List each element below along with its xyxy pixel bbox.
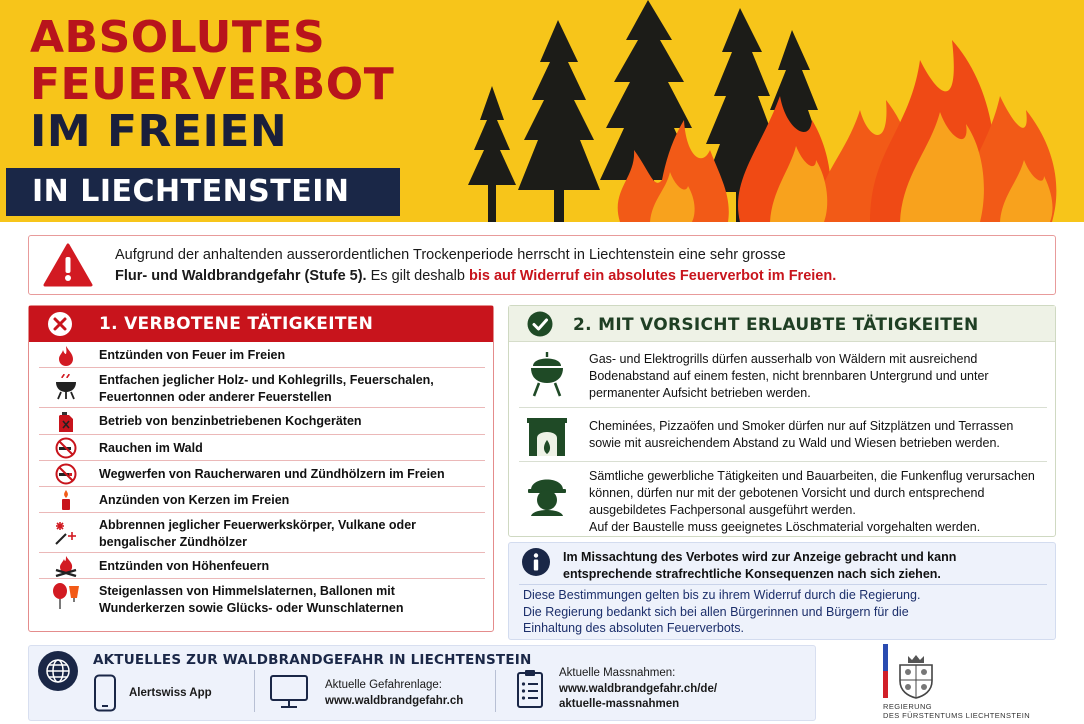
check-circle-icon — [527, 311, 553, 337]
fuel-canister-icon — [51, 410, 81, 434]
item-text: Wegwerfen von Raucherwaren und Zündhölzern im Freien — [99, 467, 445, 481]
measures-link[interactable]: www.waldbrandgefahr.ch/de/ aktuelle-massnahmen — [559, 683, 718, 710]
item-text — [589, 468, 1037, 536]
hazard-map-caption: Aktuelle Gefahrenlage: — [325, 679, 442, 691]
footer-links — [28, 645, 816, 721]
monitor-icon — [269, 674, 309, 710]
bonfire-icon — [51, 554, 81, 578]
allowed-header — [509, 306, 1055, 342]
info-line-2: Die Regierung bedankt sich bei allen Bürgerinnen und Bürgern für die — [523, 604, 909, 619]
list-item — [519, 462, 1047, 536]
gas-grill-icon — [525, 350, 569, 398]
forbidden-heading: 1. VERBOTENE TÄTIGKEITEN — [99, 314, 374, 334]
globe-icon — [37, 650, 79, 692]
fireworks-icon — [51, 520, 81, 544]
info-text — [523, 587, 1043, 637]
item-text: Entfachen jeglicher Holz- und Kohlegrills, Feuerschalen, Feuertonnen oder anderer Feuerstellen — [99, 373, 434, 404]
allowed-panel — [508, 305, 1056, 537]
flag-stripe-blue — [883, 644, 888, 671]
item-text-extra: Auf der Baustelle muss geeignetes Löschmaterial vorgehalten werden. — [589, 520, 981, 534]
grill-icon — [51, 374, 81, 398]
footer-separator — [495, 670, 496, 712]
x-circle-icon — [47, 311, 73, 337]
hard-hat-worker-icon — [525, 468, 569, 516]
hero-banner — [0, 0, 1084, 222]
intro-line-1: Aufgrund der anhaltenden ausserordentlichen Trockenperiode herrscht in Liechtenstein eine sehr grosse — [115, 247, 786, 263]
no-cigarette-icon — [51, 462, 81, 486]
item-text: Entzünden von Höhenfeuern — [99, 559, 270, 573]
forest-fire-illustration — [440, 0, 1084, 222]
headline — [30, 14, 394, 155]
candle-icon — [51, 488, 81, 512]
alertswiss-app-link[interactable]: Alertswiss App — [129, 687, 212, 699]
measures-caption: Aktuelle Massnahmen: — [559, 667, 676, 679]
footer-title: AKTUELLES ZUR WALDBRANDGEFAHR IN LIECHTENSTEIN — [93, 652, 532, 668]
title-line-2: FEUERVERBOT — [30, 59, 395, 110]
list-item — [39, 343, 485, 368]
allowed-heading: 2. MIT VORSICHT ERLAUBTE TÄTIGKEITEN — [573, 315, 979, 335]
list-item — [39, 435, 485, 461]
intro-text — [115, 245, 1045, 287]
flame-icon — [51, 344, 81, 368]
no-smoking-icon — [51, 436, 81, 460]
intro-red: bis auf Widerruf ein absolutes Feuerverbot im Freien. — [468, 268, 837, 284]
flag-stripe-red — [883, 671, 888, 698]
info-box — [508, 542, 1056, 640]
warning-triangle-icon — [43, 242, 93, 288]
info-line-1: Diese Bestimmungen gelten bis zu ihrem Widerruf durch die Regierung. — [523, 588, 921, 602]
coat-of-arms-icon — [896, 653, 936, 699]
item-text: Gas- und Elektrogrills dürfen ausserhalb von Wäldern mit ausreichend Bodenabstand auf einem festen, nicht brennbaren Untergrund und unter permanenter Aufsicht betrieben werden. — [589, 352, 989, 400]
list-item — [39, 487, 485, 513]
item-text: Betrieb von benzinbetriebenen Kochgeräten — [99, 414, 362, 428]
info-warning-text: Im Missachtung des Verbotes wird zur Anzeige gebracht und kann entsprechende strafrechtliche Konsequenzen nach sich ziehen. — [563, 550, 957, 581]
clipboard-checklist-icon — [515, 668, 545, 710]
forbidden-list — [29, 343, 495, 619]
info-line-3: Einhaltung des absoluten Feuerverbots. — [523, 621, 744, 635]
list-item — [39, 579, 485, 619]
fireplace-icon — [525, 412, 569, 460]
intro-notice — [28, 235, 1056, 295]
item-text: Abbrennen jeglicher Feuerwerkskörper, Vulkane oder bengalischer Zündhölzer — [99, 518, 417, 549]
title-line-1: ABSOLUTES — [30, 12, 326, 63]
list-item — [519, 408, 1047, 462]
subtitle-bar: IN LIECHTENSTEIN — [6, 168, 400, 216]
lantern-balloon-icon — [51, 584, 81, 608]
item-text: Cheminées, Pizzaöfen und Smoker dürfen nur auf Sitzplätzen und Terrassen sowie mit ausreichendem Abstand zu Wald und Wiesen betrieben werden. — [589, 419, 1014, 450]
forbidden-panel — [28, 305, 494, 632]
government-logo — [880, 644, 1060, 720]
list-item — [39, 553, 485, 579]
item-text: Steigenlassen von Himmelslaternen, Ballonen mit Wunderkerzen sowie Glücks- oder Wunschlaternen — [99, 584, 404, 615]
list-item — [39, 408, 485, 435]
intro-bold: Flur- und Waldbrandgefahr (Stufe 5). — [115, 268, 367, 284]
forbidden-header — [29, 306, 493, 342]
list-item — [519, 344, 1047, 408]
hazard-map-link[interactable]: www.waldbrandgefahr.ch — [325, 695, 464, 707]
list-item — [39, 368, 485, 408]
item-text-main: Sämtliche gewerbliche Tätigkeiten und Bauarbeiten, die Funkenflug verursachen können, dürfen nur mit der gebotenen Vorsicht und durch entsprechend ausgebildetes Fachpersonal ausgeführt werden. — [589, 469, 1035, 517]
list-item — [39, 513, 485, 553]
info-icon — [521, 547, 551, 577]
info-divider — [519, 584, 1047, 585]
item-text: Anzünden von Kerzen im Freien — [99, 493, 290, 507]
list-item — [39, 461, 485, 487]
item-text: Rauchen im Wald — [99, 441, 203, 455]
title-line-3: IM FREIEN — [30, 106, 288, 157]
logo-text-line-1: REGIERUNG — [883, 702, 933, 711]
smartphone-icon — [93, 674, 117, 712]
item-text: Entzünden von Feuer im Freien — [99, 348, 286, 362]
footer-separator — [254, 670, 255, 712]
intro-middle: Es gilt deshalb — [366, 268, 469, 284]
logo-text-line-2: DES FÜRSTENTUMS LIECHTENSTEIN — [883, 711, 1031, 720]
